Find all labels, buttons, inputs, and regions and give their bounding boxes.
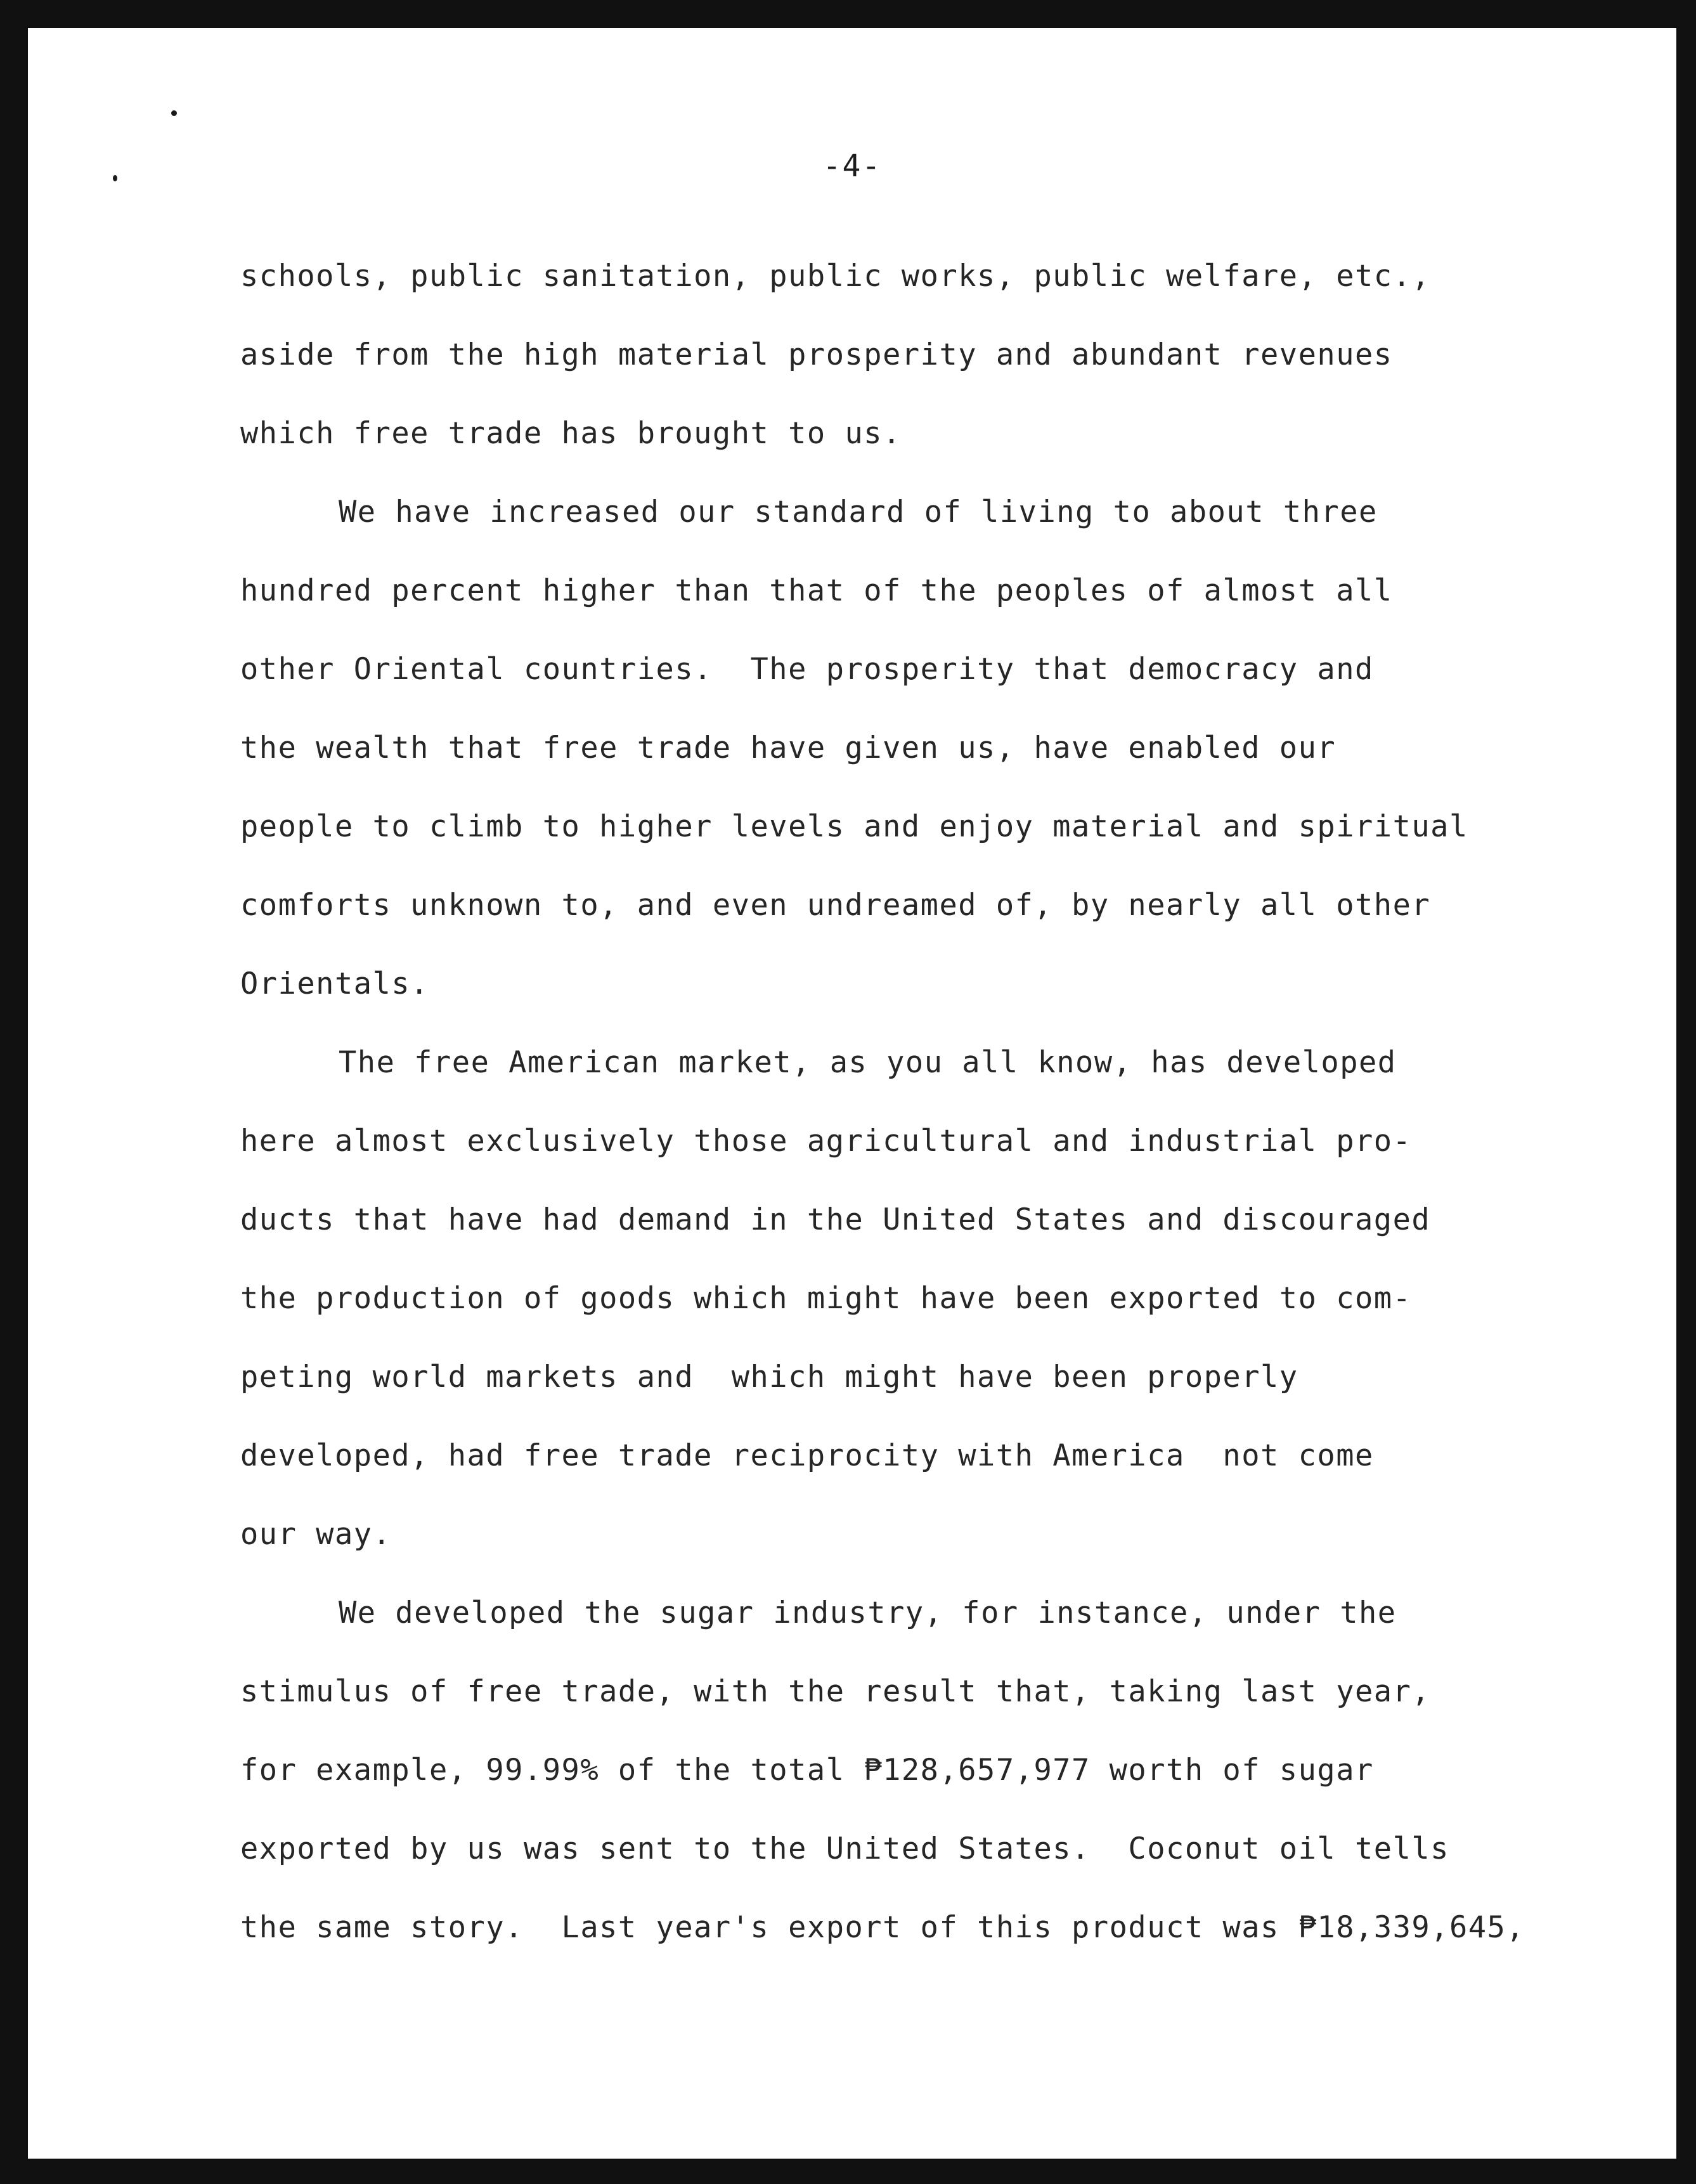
text-line: for example, 99.99% of the total ₱128,657,977 worth of sugar xyxy=(240,1753,1374,1788)
text-line: our way. xyxy=(240,1517,392,1552)
text-line: people to climb to higher levels and enjoy material and spiritual xyxy=(240,809,1468,844)
text-line: which free trade has brought to us. xyxy=(240,416,902,451)
text-line: comforts unknown to, and even undreamed of, by nearly all other xyxy=(240,888,1431,923)
text-line: other Oriental countries. The prosperity that democracy and xyxy=(240,652,1374,687)
text-line: stimulus of free trade, with the result that, taking last year, xyxy=(240,1674,1431,1709)
text-line: aside from the high material prosperity and abundant revenues xyxy=(240,337,1393,372)
paragraph-2 xyxy=(240,473,1584,1024)
text-line: The free American market, as you all know, has developed xyxy=(339,1045,1397,1080)
text-line: exported by us was sent to the United States. Coconut oil tells xyxy=(240,1831,1449,1866)
text-line: the production of goods which might have been exported to com- xyxy=(240,1281,1412,1316)
text-line: We developed the sugar industry, for instance, under the xyxy=(339,1596,1397,1630)
text-line: Orientals. xyxy=(240,966,429,1001)
paragraph-4 xyxy=(240,1574,1584,1967)
text-line: the same story. Last year's export of this product was ₱18,339,645, xyxy=(240,1910,1525,1945)
text-line: schools, public sanitation, public works, public welfare, etc., xyxy=(240,259,1431,294)
page-number: -4- xyxy=(822,148,882,184)
typewritten-page xyxy=(28,28,1676,2159)
text-line: developed, had free trade reciprocity with America not come xyxy=(240,1438,1374,1473)
paragraph-3 xyxy=(240,1024,1584,1574)
text-line: the wealth that free trade have given us, have enabled our xyxy=(240,731,1337,765)
text-line: ducts that have had demand in the United States and discouraged xyxy=(240,1202,1431,1237)
text-line: hundred percent higher than that of the peoples of almost all xyxy=(240,573,1393,608)
text-line: We have increased our standard of living to about three xyxy=(339,495,1378,530)
text-line: here almost exclusively those agricultural and industrial pro- xyxy=(240,1124,1412,1159)
body-text xyxy=(240,237,1584,1967)
text-line: peting world markets and which might have been properly xyxy=(240,1360,1298,1394)
ink-speck xyxy=(171,110,177,116)
paragraph-1 xyxy=(240,237,1584,473)
